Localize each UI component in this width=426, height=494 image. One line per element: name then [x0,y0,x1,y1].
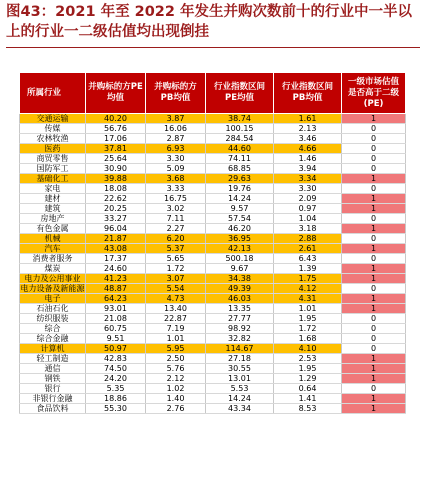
index-pb-cell: 4.10 [274,344,342,354]
index-pe-cell: 57.54 [206,214,274,224]
inversion-flag-cell: 0 [342,144,406,154]
valuation-table [19,72,406,414]
target-pb-cell: 1.72 [146,264,206,274]
target-pb-cell: 2.12 [146,374,206,384]
industry-cell: 计算机 [20,344,86,354]
index-pb-cell: 1.61 [274,114,342,124]
inversion-flag-cell: 1 [342,304,406,314]
index-pe-cell: 13.01 [206,374,274,384]
target-pe-cell: 20.25 [86,204,146,214]
table-row [20,164,406,174]
valuation-table-container [19,72,405,414]
index-pb-cell: 1.72 [274,324,342,334]
index-pb-cell: 2.09 [274,194,342,204]
industry-cell: 有色金属 [20,224,86,234]
inversion-flag-cell: 0 [342,384,406,394]
target-pe-cell: 30.90 [86,164,146,174]
index-pb-cell: 2.61 [274,244,342,254]
target-pb-cell: 5.54 [146,284,206,294]
industry-cell: 建筑 [20,204,86,214]
index-pb-cell: 1.01 [274,304,342,314]
industry-cell: 轻工制造 [20,354,86,364]
index-pb-cell: 3.30 [274,184,342,194]
table-row [20,384,406,394]
header-index-pe: 行业指数区间PE均值 [206,73,274,114]
table-row [20,354,406,364]
table-row [20,344,406,354]
index-pb-cell: 1.95 [274,314,342,324]
inversion-flag-cell: 1 [342,194,406,204]
target-pb-cell: 5.65 [146,254,206,264]
index-pe-cell: 44.60 [206,144,274,154]
industry-cell: 家电 [20,184,86,194]
target-pb-cell: 5.09 [146,164,206,174]
index-pe-cell: 36.95 [206,234,274,244]
header-target-pb: 并购标的方PB均值 [146,73,206,114]
target-pe-cell: 93.01 [86,304,146,314]
target-pe-cell: 37.81 [86,144,146,154]
index-pb-cell: 3.18 [274,224,342,234]
index-pe-cell: 19.76 [206,184,274,194]
target-pb-cell: 2.87 [146,134,206,144]
inversion-flag-cell: 0 [342,344,406,354]
target-pe-cell: 42.83 [86,354,146,364]
index-pe-cell: 46.20 [206,224,274,234]
target-pb-cell: 3.02 [146,204,206,214]
table-row [20,214,406,224]
target-pb-cell: 7.11 [146,214,206,224]
inversion-flag-cell: 0 [342,154,406,164]
index-pe-cell: 46.03 [206,294,274,304]
target-pe-cell: 48.87 [86,284,146,294]
industry-cell: 机械 [20,234,86,244]
index-pb-cell: 1.68 [274,334,342,344]
target-pe-cell: 39.88 [86,174,146,184]
table-row [20,124,406,134]
index-pe-cell: 29.63 [206,174,274,184]
table-row [20,174,406,184]
index-pe-cell: 9.67 [206,264,274,274]
target-pe-cell: 22.62 [86,194,146,204]
index-pb-cell: 1.04 [274,214,342,224]
inversion-flag-cell: 1 [342,294,406,304]
index-pb-cell: 3.94 [274,164,342,174]
title-rule [6,47,420,48]
header-index-pb: 行业指数区间PB均值 [274,73,342,114]
index-pe-cell: 42.13 [206,244,274,254]
index-pe-cell: 34.38 [206,274,274,284]
industry-cell: 纺织服装 [20,314,86,324]
target-pb-cell: 4.73 [146,294,206,304]
target-pe-cell: 50.97 [86,344,146,354]
inversion-flag-cell: 1 [342,174,406,184]
index-pe-cell: 49.39 [206,284,274,294]
industry-cell: 食品饮料 [20,404,86,414]
target-pb-cell: 2.76 [146,404,206,414]
header-target-pe: 并购标的方PE均值 [86,73,146,114]
index-pe-cell: 74.11 [206,154,274,164]
table-row [20,184,406,194]
target-pe-cell: 24.20 [86,374,146,384]
inversion-flag-cell: 1 [342,274,406,284]
index-pe-cell: 13.35 [206,304,274,314]
target-pb-cell: 3.33 [146,184,206,194]
target-pe-cell: 64.23 [86,294,146,304]
target-pe-cell: 5.35 [86,384,146,394]
index-pb-cell: 4.31 [274,294,342,304]
target-pe-cell: 18.86 [86,394,146,404]
target-pe-cell: 9.51 [86,334,146,344]
table-row [20,204,406,214]
target-pe-cell: 17.37 [86,254,146,264]
inversion-flag-cell: 0 [342,314,406,324]
industry-cell: 建材 [20,194,86,204]
industry-cell: 非银行金融 [20,394,86,404]
index-pb-cell: 6.43 [274,254,342,264]
target-pe-cell: 24.60 [86,264,146,274]
index-pb-cell: 1.95 [274,364,342,374]
inversion-flag-cell: 1 [342,394,406,404]
target-pb-cell: 6.93 [146,144,206,154]
table-row [20,144,406,154]
index-pe-cell: 5.53 [206,384,274,394]
index-pe-cell: 500.18 [206,254,274,264]
index-pe-cell: 98.92 [206,324,274,334]
target-pb-cell: 1.02 [146,384,206,394]
target-pe-cell: 21.08 [86,314,146,324]
index-pe-cell: 9.57 [206,204,274,214]
index-pb-cell: 8.53 [274,404,342,414]
figure-title: 图43：2021 年至 2022 年发生并购次数前十的行业中一半以上的行业一二级估值均出现倒挂 [6,4,413,40]
target-pb-cell: 3.07 [146,274,206,284]
table-row [20,264,406,274]
index-pb-cell: 1.75 [274,274,342,284]
table-row [20,254,406,264]
industry-cell: 通信 [20,364,86,374]
target-pe-cell: 21.87 [86,234,146,244]
index-pe-cell: 32.82 [206,334,274,344]
inversion-flag-cell: 1 [342,264,406,274]
table-row [20,134,406,144]
inversion-flag-cell: 0 [342,234,406,244]
table-row [20,244,406,254]
index-pb-cell: 3.34 [274,174,342,184]
inversion-flag-cell: 0 [342,184,406,194]
index-pb-cell: 3.46 [274,134,342,144]
index-pb-cell: 1.29 [274,374,342,384]
industry-cell: 汽车 [20,244,86,254]
industry-cell: 钢铁 [20,374,86,384]
target-pb-cell: 7.19 [146,324,206,334]
industry-cell: 消费者服务 [20,254,86,264]
industry-cell: 综合 [20,324,86,334]
index-pe-cell: 100.15 [206,124,274,134]
table-row [20,234,406,244]
industry-cell: 房地产 [20,214,86,224]
industry-cell: 农林牧渔 [20,134,86,144]
inversion-flag-cell: 1 [342,244,406,254]
target-pe-cell: 25.64 [86,154,146,164]
target-pb-cell: 1.01 [146,334,206,344]
target-pb-cell: 3.68 [146,174,206,184]
target-pe-cell: 55.30 [86,404,146,414]
industry-cell: 综合金融 [20,334,86,344]
index-pb-cell: 1.46 [274,154,342,164]
target-pe-cell: 18.08 [86,184,146,194]
table-row [20,114,406,124]
target-pb-cell: 6.20 [146,234,206,244]
inversion-flag-cell: 0 [342,134,406,144]
index-pb-cell: 2.13 [274,124,342,134]
index-pe-cell: 14.24 [206,394,274,404]
index-pb-cell: 0.64 [274,384,342,394]
target-pb-cell: 3.30 [146,154,206,164]
index-pb-cell: 4.12 [274,284,342,294]
table-row [20,224,406,234]
industry-cell: 石油石化 [20,304,86,314]
target-pe-cell: 41.23 [86,274,146,284]
target-pe-cell: 17.06 [86,134,146,144]
inversion-flag-cell: 1 [342,364,406,374]
target-pe-cell: 40.20 [86,114,146,124]
index-pe-cell: 43.34 [206,404,274,414]
inversion-flag-cell: 1 [342,204,406,214]
table-row [20,154,406,164]
inversion-flag-cell: 0 [342,324,406,334]
industry-cell: 基础化工 [20,174,86,184]
target-pb-cell: 2.27 [146,224,206,234]
header-industry: 所属行业 [20,73,86,114]
inversion-flag-cell: 0 [342,254,406,264]
index-pb-cell: 4.66 [274,144,342,154]
index-pe-cell: 114.67 [206,344,274,354]
target-pe-cell: 96.04 [86,224,146,234]
header-inversion-flag: 一级市场估值是否高于二级(PE) [342,73,406,114]
industry-cell: 医药 [20,144,86,154]
inversion-flag-cell: 0 [342,334,406,344]
index-pb-cell: 0.97 [274,204,342,214]
target-pb-cell: 16.06 [146,124,206,134]
index-pb-cell: 2.53 [274,354,342,364]
table-row [20,394,406,404]
target-pe-cell: 56.76 [86,124,146,134]
index-pe-cell: 68.85 [206,164,274,174]
index-pe-cell: 38.74 [206,114,274,124]
target-pb-cell: 5.95 [146,344,206,354]
target-pb-cell: 13.40 [146,304,206,314]
target-pe-cell: 60.75 [86,324,146,334]
industry-cell: 银行 [20,384,86,394]
target-pb-cell: 16.75 [146,194,206,204]
target-pe-cell: 33.27 [86,214,146,224]
inversion-flag-cell: 1 [342,404,406,414]
inversion-flag-cell: 1 [342,114,406,124]
table-row [20,314,406,324]
table-row [20,364,406,374]
table-row [20,334,406,344]
inversion-flag-cell: 0 [342,214,406,224]
table-row [20,374,406,384]
inversion-flag-cell: 1 [342,354,406,364]
table-row [20,284,406,294]
index-pe-cell: 27.77 [206,314,274,324]
industry-cell: 电子 [20,294,86,304]
target-pb-cell: 2.50 [146,354,206,364]
index-pb-cell: 1.39 [274,264,342,274]
industry-cell: 电力设备及新能源 [20,284,85,293]
index-pe-cell: 284.54 [206,134,274,144]
index-pb-cell: 1.41 [274,394,342,404]
target-pe-cell: 74.50 [86,364,146,374]
table-row [20,404,406,414]
industry-cell: 国防军工 [20,164,86,174]
inversion-flag-cell: 0 [342,124,406,134]
inversion-flag-cell: 1 [342,374,406,384]
table-row [20,304,406,314]
inversion-flag-cell: 0 [342,164,406,174]
table-row [20,294,406,304]
target-pb-cell: 5.76 [146,364,206,374]
index-pe-cell: 30.55 [206,364,274,374]
index-pb-cell: 2.88 [274,234,342,244]
table-body [20,114,406,414]
index-pe-cell: 27.18 [206,354,274,364]
index-pe-cell: 14.24 [206,194,274,204]
target-pb-cell: 1.40 [146,394,206,404]
industry-cell: 商贸零售 [20,154,86,164]
inversion-flag-cell: 0 [342,284,406,294]
industry-cell: 煤炭 [20,264,86,274]
target-pb-cell: 5.37 [146,244,206,254]
table-row [20,274,406,284]
industry-cell: 电力及公用事业 [20,274,86,284]
table-row [20,324,406,334]
table-row [20,194,406,204]
target-pb-cell: 3.87 [146,114,206,124]
industry-cell: 传媒 [20,124,86,134]
table-header-row [20,73,406,114]
target-pb-cell: 22.87 [146,314,206,324]
inversion-flag-cell: 1 [342,224,406,234]
target-pe-cell: 43.08 [86,244,146,254]
industry-cell: 交通运输 [20,114,86,124]
